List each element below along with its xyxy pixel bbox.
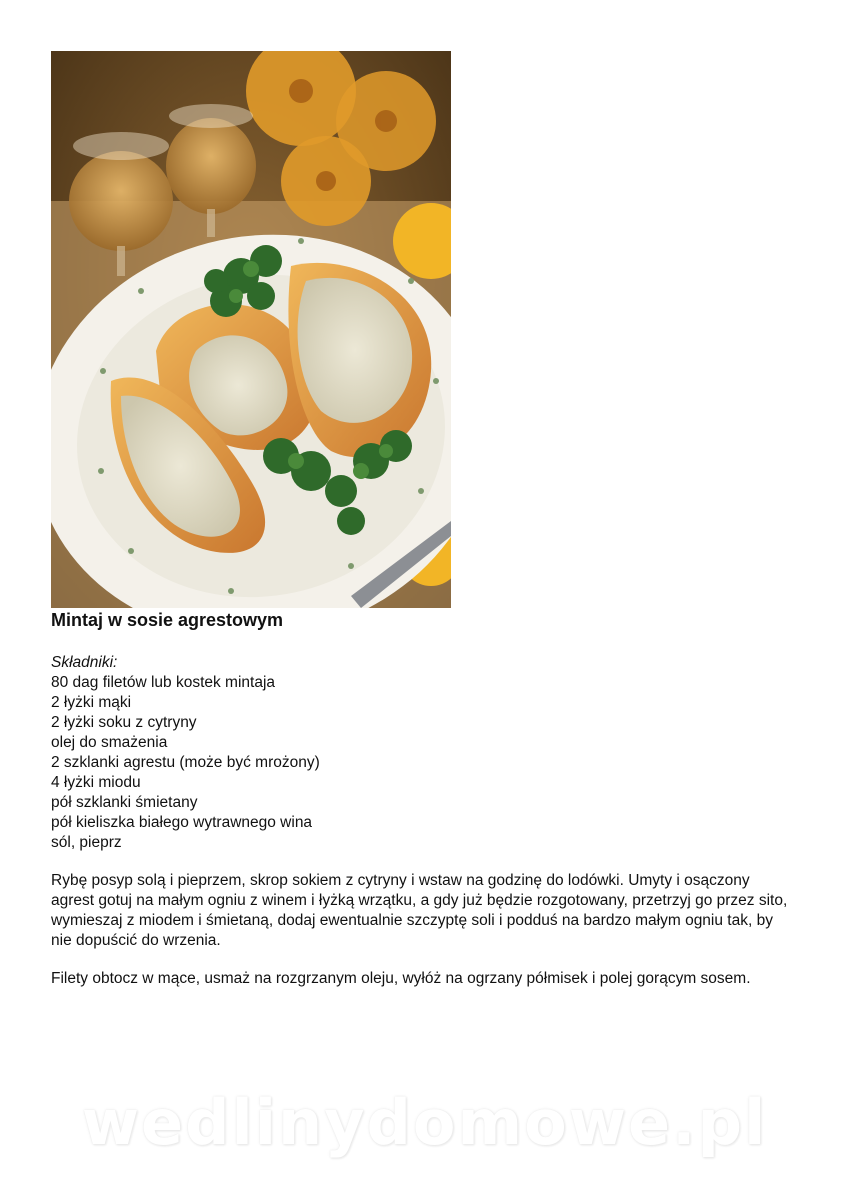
ingredient-item: 80 dag filetów lub kostek mintaja [51, 674, 276, 691]
ingredient-item: 4 łyżki miodu [51, 774, 141, 791]
ingredient-item: 2 szklanki agrestu (może być mrożony) [51, 754, 320, 771]
site-watermark: wedlinydomowe.pl [81, 1086, 768, 1159]
preparation-step: Filety obtocz w mące, usmaż na rozgrzanym oleju, wyłóż na ogrzany półmisek i polej gorącym sosem. [51, 970, 751, 987]
ingredients-list [51, 673, 320, 853]
ingredient-item: pół kieliszka białego wytrawnego wina [51, 814, 313, 831]
dish-photo [51, 51, 451, 608]
ingredients-section [51, 653, 320, 853]
recipe-title: Mintaj w sosie agrestowym [51, 610, 284, 630]
ingredient-item: 2 łyżki mąki [51, 694, 132, 711]
ingredient-item: sól, pieprz [51, 834, 122, 851]
ingredient-item: pół szklanki śmietany [51, 794, 198, 811]
ingredient-item: olej do smażenia [51, 734, 168, 751]
ingredient-item: 2 łyżki soku z cytryny [51, 714, 197, 731]
preparation-step: Rybę posyp solą i pieprzem, skrop sokiem z cytryny i wstaw na godzinę do lodówki. Umyty i osączony agrest gotuj na małym ogniu z winem i łyżką wrzątku, a gdy już będzie rozgotowany, przetrzyj go przez sito, wymieszaj z miodem i śmietaną, dodaj ewentualnie szczyptę soli i podduś na bardzo małym ogniu tak, by nie dopuścić do wrzenia. [51, 872, 788, 949]
ingredients-label: Składniki: [51, 654, 118, 671]
